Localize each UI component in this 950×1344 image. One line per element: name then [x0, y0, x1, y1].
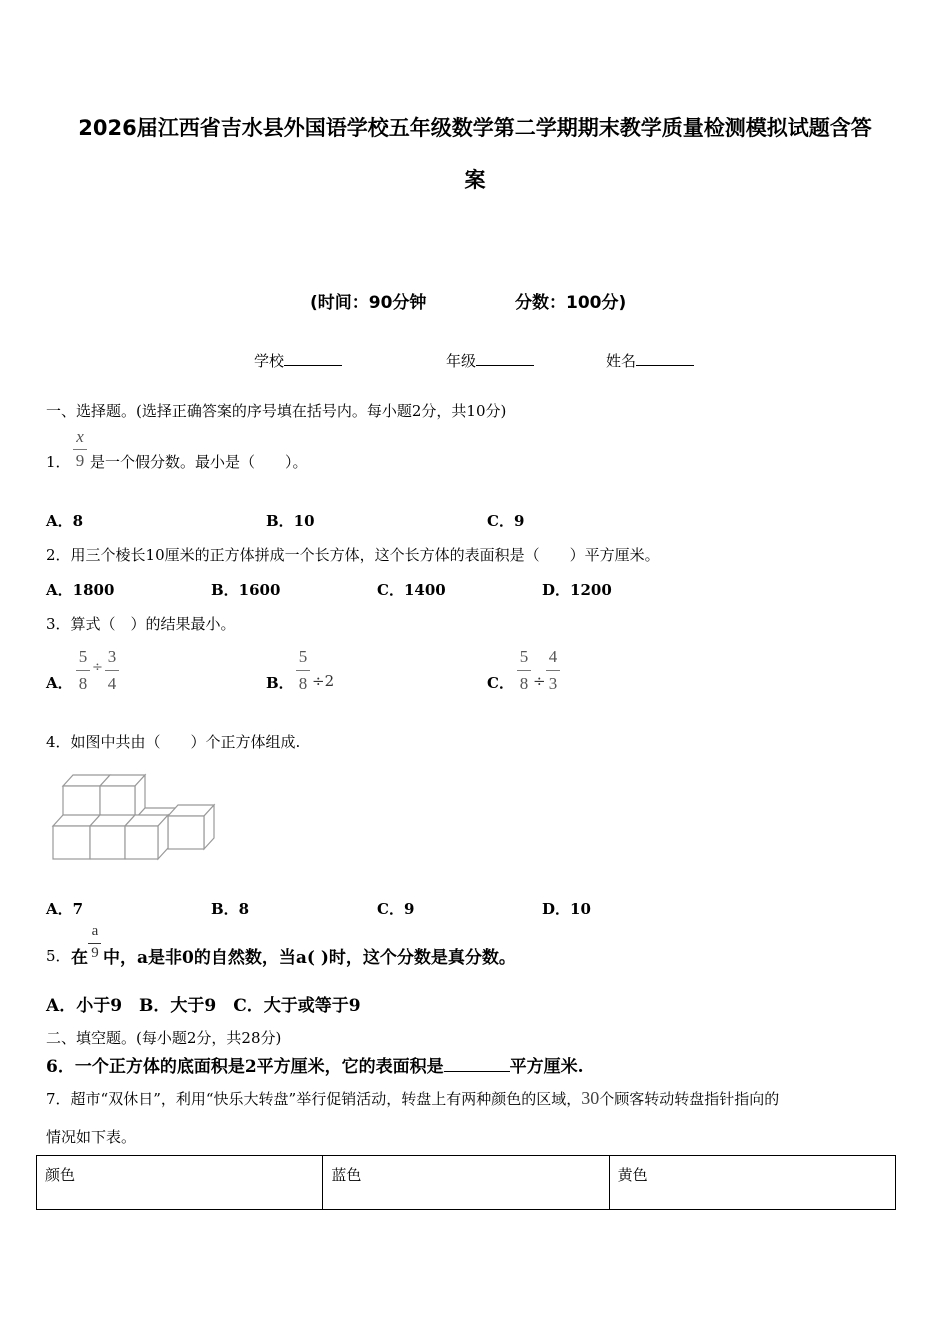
q1-fraction-bar [73, 449, 87, 450]
q1-option-c: C．9 [487, 512, 525, 530]
section2-heading: 二、填空题。(每小题2分，共28分) [46, 1029, 282, 1047]
q7-line1-a: 7．超市“双休日”，利用“快乐大转盘”举行促销活动，转盘上有两种颜色的区域， [46, 1090, 582, 1108]
name-blank [636, 351, 694, 366]
grade-label: 年级 [446, 352, 477, 370]
q1-fraction-denominator: 9 [75, 451, 85, 470]
q2-option-d: D．1200 [542, 581, 612, 599]
q1-fraction-numerator: x [76, 427, 84, 446]
q6-post: 平方厘米. [509, 1057, 584, 1077]
q3-a-denominator2: 4 [107, 674, 117, 693]
document-title-line1: 2026届江西省吉水县外国语学校五年级数学第二学期期末教学质量检测模拟试题含答 [78, 116, 872, 140]
q5-number: 5． [46, 947, 71, 965]
q7-customer-count: 30 [581, 1088, 600, 1108]
q6-answer-blank [444, 1057, 510, 1072]
q6-pre: 6．一个正方体的底面积是2平方厘米，它的表面积是 [46, 1057, 444, 1077]
q5-options: A．小于9 B．大于9 C．大于或等于9 [46, 996, 361, 1016]
q3-a-bar1 [76, 670, 90, 671]
q5-text: 中，a是非0的自然数，当a( )时，这个分数是真分数。 [103, 948, 516, 968]
exam-score: 分数：100分) [515, 293, 627, 313]
q3-c-bar2 [546, 670, 560, 671]
q3-text: 3．算式（ ）的结果最小。 [46, 615, 236, 633]
q3-c-numerator1: 5 [519, 647, 529, 666]
q3-option-a-label: A． [46, 674, 73, 692]
q3-a-numerator1: 5 [78, 647, 88, 666]
name-label: 姓名 [606, 352, 637, 370]
grade-blank [476, 351, 534, 366]
cube-stack-figure [48, 770, 218, 865]
q2-option-b: B．1600 [211, 581, 281, 599]
table-cell-yellow: 黄色 [609, 1156, 895, 1210]
school-blank [284, 351, 342, 366]
q7-line2: 情况如下表。 [46, 1128, 137, 1146]
q3-a-denominator1: 8 [78, 674, 88, 693]
q3-c-numerator2: 4 [548, 647, 558, 666]
school-label: 学校 [254, 352, 285, 370]
q3-option-b-label: B． [266, 674, 294, 692]
q3-option-c-label: C． [487, 674, 514, 692]
table-cell-blue: 蓝色 [323, 1156, 609, 1210]
q2-text: 2．用三个棱长10厘米的正方体拼成一个长方体，这个长方体的表面积是（ ）平方厘米。 [46, 546, 660, 564]
q3-c-operator: ÷ [533, 672, 546, 690]
q3-a-numerator2: 3 [107, 647, 117, 666]
q4-option-b: B．8 [211, 900, 250, 918]
q7-line1 [46, 1088, 779, 1109]
q5-pre: 在 [71, 948, 88, 968]
q3-c-denominator2: 3 [548, 674, 558, 693]
q3-b-rest: ÷2 [312, 672, 335, 690]
document-title-line2: 案 [464, 168, 486, 192]
q4-option-d: D．10 [542, 900, 591, 918]
table-cell-color: 颜色 [37, 1156, 323, 1210]
q5-fraction-denominator: 9 [91, 945, 99, 961]
q4-option-a: A．7 [46, 900, 84, 918]
q3-a-bar2 [105, 670, 119, 671]
q7-line1-b: 个顾客转动转盘指针指向的 [599, 1090, 780, 1108]
exam-time: (时间：90分钟 [310, 293, 427, 313]
q1-option-b: B．10 [266, 512, 315, 530]
q4-text: 4．如图中共由（ ）个正方体组成. [46, 733, 301, 751]
section1-heading: 一、选择题。(选择正确答案的序号填在括号内。每小题2分，共10分) [46, 402, 507, 420]
q3-b-numerator: 5 [298, 647, 308, 666]
grade-field [446, 350, 534, 371]
q1-text: 是一个假分数。最小是（ ）。 [90, 453, 308, 471]
q3-a-operator: ÷ [92, 660, 103, 675]
school-field [254, 350, 342, 371]
table-row [37, 1156, 896, 1210]
q3-b-bar [296, 670, 310, 671]
q5-fraction-bar [88, 943, 101, 944]
q2-option-c: C．1400 [377, 581, 446, 599]
q4-option-c: C．9 [377, 900, 415, 918]
q7-color-table [36, 1155, 896, 1210]
q3-c-bar1 [517, 670, 531, 671]
q3-b-denominator: 8 [298, 674, 308, 693]
name-field [606, 350, 694, 371]
q3-c-denominator1: 8 [519, 674, 529, 693]
q2-option-a: A．1800 [46, 581, 115, 599]
q6-text [46, 1052, 584, 1077]
q5-fraction-numerator: a [91, 923, 99, 939]
q1-number: 1． [46, 453, 71, 471]
q1-option-a: A．8 [46, 512, 84, 530]
